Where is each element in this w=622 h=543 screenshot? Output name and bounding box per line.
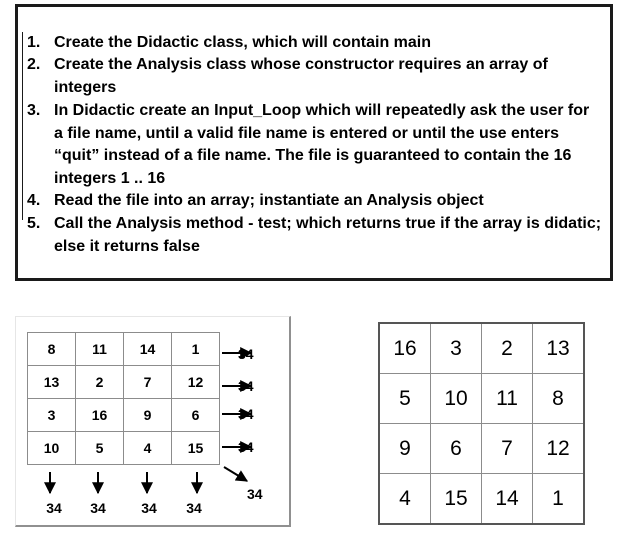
grid-cell: 9 xyxy=(379,424,431,474)
step-text: Create the Analysis class whose constructor requires an array of integers xyxy=(54,56,548,96)
grid-cell: 5 xyxy=(76,432,124,465)
step-text: Create the Didactic class, which will contain main xyxy=(54,34,431,51)
row-sum: 34 xyxy=(238,439,254,455)
grid-cell: 8 xyxy=(533,374,585,424)
grid-cell: 16 xyxy=(76,399,124,432)
grid-cell: 7 xyxy=(124,366,172,399)
grid-cell: 13 xyxy=(28,366,76,399)
grid-cell: 1 xyxy=(533,474,585,525)
grid-cell: 11 xyxy=(76,333,124,366)
grid-cell: 13 xyxy=(533,323,585,374)
step-number: 2. xyxy=(27,56,41,73)
step-number: 4. xyxy=(27,192,41,209)
diagonal-sum: 34 xyxy=(247,486,263,502)
row-sum: 34 xyxy=(238,378,254,394)
grid-row xyxy=(379,323,584,374)
grid-cell: 14 xyxy=(124,333,172,366)
grid-cell: 12 xyxy=(172,366,220,399)
step-number: 1. xyxy=(27,34,41,51)
step-number: 5. xyxy=(27,215,41,232)
step-text: In Didactic create an Input_Loop which will repeatedly ask the user for a file name, until a valid file name is entered or until the use enters “quit” instead of a file name. The file is guaranteed to contain the 16 integers 1 .. 16 xyxy=(54,102,590,187)
step-text: Read the file into an array; instantiate an Analysis object xyxy=(54,192,484,209)
grid-cell: 1 xyxy=(172,333,220,366)
grid-cell: 15 xyxy=(431,474,482,525)
grid-cell: 2 xyxy=(482,323,533,374)
grid-cell: 12 xyxy=(533,424,585,474)
grid-cell: 8 xyxy=(28,333,76,366)
grid-row xyxy=(379,474,584,525)
grid-cell: 10 xyxy=(431,374,482,424)
step-text: Call the Analysis method - test; which returns true if the array is didatic; else it returns false xyxy=(54,215,602,255)
grid-cell: 3 xyxy=(28,399,76,432)
grid-row xyxy=(379,374,584,424)
column-sum: 34 xyxy=(46,500,62,516)
row-sum: 34 xyxy=(238,346,254,362)
diagonal-arrow-icon xyxy=(224,467,247,481)
grid-cell: 4 xyxy=(379,474,431,525)
grid-cell: 3 xyxy=(431,323,482,374)
column-sum: 34 xyxy=(141,500,157,516)
grid-cell: 16 xyxy=(379,323,431,374)
row-sum: 34 xyxy=(238,406,254,422)
grid-cell: 14 xyxy=(482,474,533,525)
column-sum: 34 xyxy=(186,500,202,516)
grid-cell: 15 xyxy=(172,432,220,465)
column-sum: 34 xyxy=(90,500,106,516)
grid-cell: 4 xyxy=(124,432,172,465)
grid-cell: 5 xyxy=(379,374,431,424)
magic-square-right xyxy=(378,322,585,525)
step-number: 3. xyxy=(27,102,41,119)
grid-cell: 9 xyxy=(124,399,172,432)
grid-cell: 2 xyxy=(76,366,124,399)
grid-cell: 6 xyxy=(431,424,482,474)
grid-cell: 6 xyxy=(172,399,220,432)
grid-row xyxy=(379,424,584,474)
grid-cell: 10 xyxy=(28,432,76,465)
grid-cell: 11 xyxy=(482,374,533,424)
grid-cell: 7 xyxy=(482,424,533,474)
